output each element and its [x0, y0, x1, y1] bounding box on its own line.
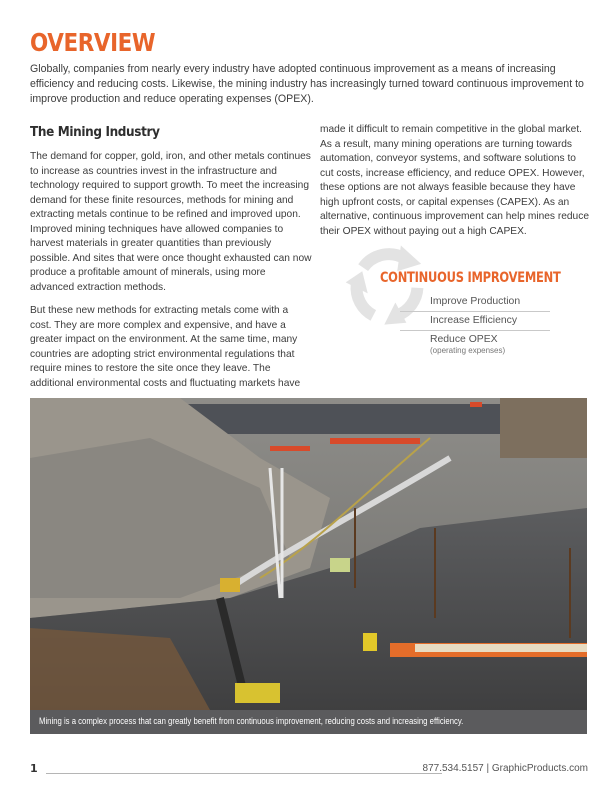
callout-item-label: Improve Production [430, 296, 521, 307]
page-title: OVERVIEW [30, 28, 156, 57]
page-number: 1 [30, 762, 38, 775]
mine-photo-illustration [30, 398, 587, 710]
right-column [320, 123, 592, 248]
section-heading: The Mining Industry [30, 125, 160, 140]
body-paragraph: The demand for copper, gold, iron, and other metals continues to increase as countries invest in the infrastructure and technology required to support growth. To meet the increasing demand for these finite resources, methods for mining and extracting metals continue to be refined and improved upon. Improved mining techniques have allowed companies to harvest materials in greater quantities than previously possible. And sites that were once thought exhausted can now produce a profitable amount of minerals, using more advanced extraction methods. [30, 151, 312, 293]
continuous-improvement-callout [340, 240, 580, 370]
mine-photo [30, 398, 587, 710]
figure-caption: Mining is a complex process that can greatly benefit from continuous improvement, reducing costs and increasing efficiency. [39, 716, 464, 726]
page-footer [30, 762, 590, 778]
callout-list [400, 293, 550, 359]
intro-paragraph: Globally, companies from nearly every industry have adopted continuous improvement as a means of increasing efficiency and reducing costs. Likewise, the mining industry has increasingly turned toward continuous improvement to improve production and reduce operating expenses (OPEX). [30, 63, 584, 106]
footer-divider [46, 773, 442, 774]
callout-title: CONTINUOUS IMPROVEMENT [380, 270, 561, 286]
callout-item-label: Increase Efficiency [430, 315, 518, 326]
callout-item-label: Reduce OPEX [430, 334, 498, 345]
callout-item [400, 293, 550, 312]
callout-item [400, 312, 550, 331]
body-paragraph: But these new methods for extracting metals come with a cost. They are more complex and expensive, and have a greater impact on the environment. At the same time, many countries are adopting strict environmental regulations that require mines to restore the site once they leave. The additional environmental costs and fluctuating markets have [30, 305, 301, 389]
callout-item [400, 331, 550, 359]
figure-caption-bar [30, 710, 587, 734]
footer-contact: 877.534.5157 | GraphicProducts.com [422, 763, 588, 774]
body-paragraph: made it difficult to remain competitive in the global market. As a result, many mining operations are turning towards automation, conveyor systems, and software solutions to cut costs, increase efficiency, and reduce OPEX. However, these options are not always feasible because they have high upfront costs, or capital expenses (CAPEX). As an alternative, continuous improvement can help mines reduce their OPEX without paying out a high CAPEX. [320, 124, 589, 237]
left-column [30, 125, 312, 400]
callout-item-sub: (operating expenses) [430, 346, 506, 355]
